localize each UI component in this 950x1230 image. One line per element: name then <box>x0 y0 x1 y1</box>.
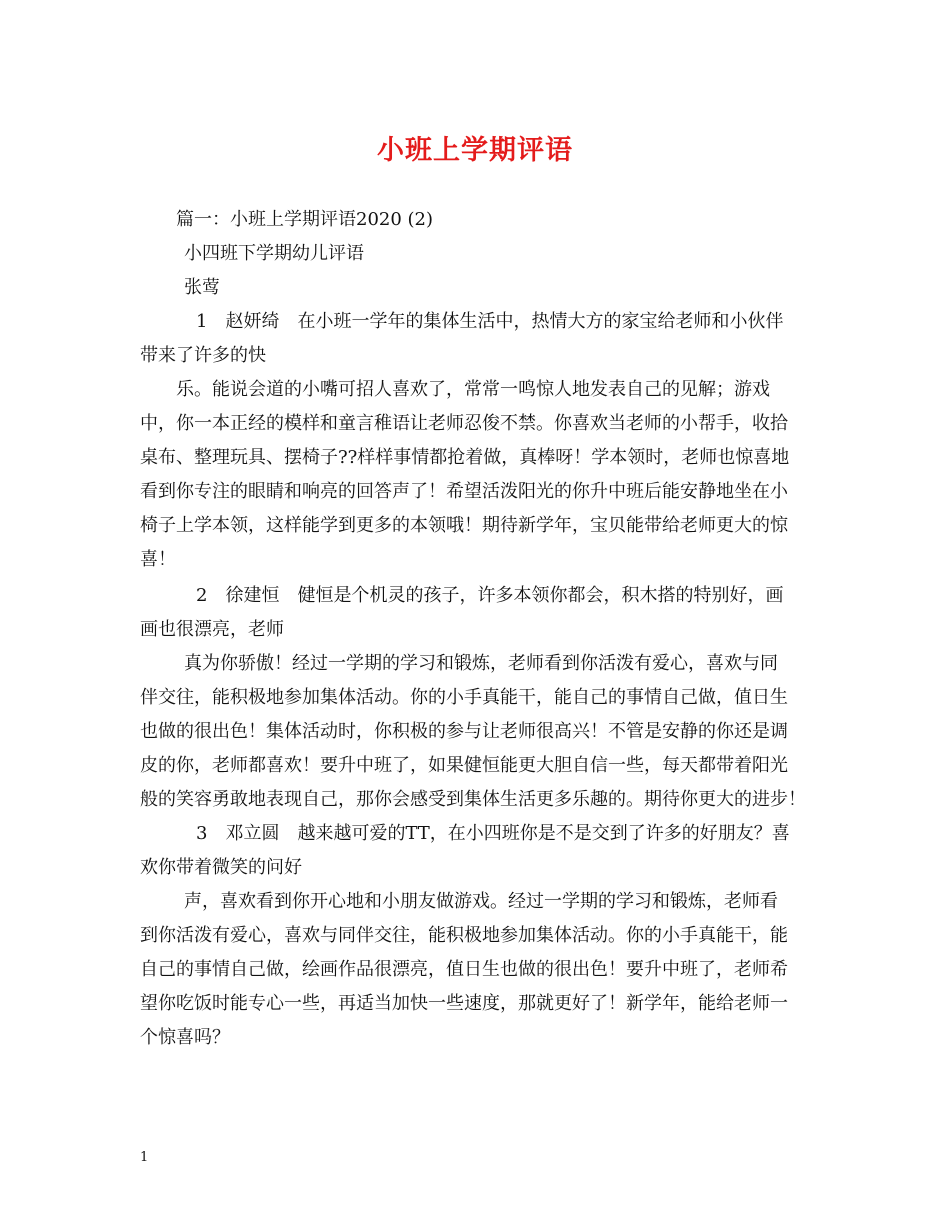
text-line: 喜！ <box>140 549 176 570</box>
text-line: 椅子上学本领，这样能学到更多的本领哦！期待新学年，宝贝能带给老师更大的惊 <box>140 515 788 536</box>
text-line: 个惊喜吗？ <box>140 1027 230 1048</box>
document-title: 小班上学期评语 <box>377 135 573 166</box>
text-line: 3 邓立圆 越来越可爱的TT，在小四班你是不是交到了许多的好朋友？喜 <box>196 823 790 844</box>
text-line: 小四班下学期幼儿评语 <box>184 243 364 264</box>
text-line: 也做的很出色！集体活动时，你积极的参与让老师很高兴！不管是安静的你还是调 <box>140 721 788 742</box>
text-line: 看到你专注的眼睛和响亮的回答声了！希望活泼阳光的你升中班后能安静地坐在小 <box>140 481 788 502</box>
text-line: 般的笑容勇敢地表现自己，那你会感受到集体生活更多乐趣的。期待你更大的进步！ <box>140 789 806 810</box>
text-line: 声，喜欢看到你开心地和小朋友做游戏。经过一学期的学习和锻炼，老师看 <box>184 891 778 912</box>
text-line: 自己的事情自己做，绘画作品很漂亮，值日生也做的很出色！要升中班了，老师希 <box>140 959 788 980</box>
text-line: 1 赵妍绮 在小班一学年的集体生活中，热情大方的家宝给老师和小伙伴 <box>196 311 784 332</box>
text-line: 中，你一本正经的模样和童言稚语让老师忍俊不禁。你喜欢当老师的小帮手，收拾 <box>140 413 788 434</box>
text-line: 欢你带着微笑的问好 <box>140 857 302 878</box>
text-line: 张莺 <box>184 277 220 298</box>
text-line: 真为你骄傲！经过一学期的学习和锻炼，老师看到你活泼有爱心，喜欢与同 <box>184 653 778 674</box>
text-line: 带来了许多的快 <box>140 345 266 366</box>
text-line: 画也很漂亮，老师 <box>140 619 284 640</box>
text-line: 伴交往，能积极地参加集体活动。你的小手真能干，能自己的事情自己做，值日生 <box>140 687 788 708</box>
text-line: 乐。能说会道的小嘴可招人喜欢了，常常一鸣惊人地发表自己的见解；游戏 <box>176 379 770 400</box>
text-line: 篇一：小班上学期评语2020 (2) <box>176 209 434 230</box>
text-line: 到你活泼有爱心，喜欢与同伴交往，能积极地参加集体活动。你的小手真能干，能 <box>140 925 788 946</box>
text-line: 望你吃饭时能专心一些，再适当加快一些速度，那就更好了！新学年，能给老师一 <box>140 993 788 1014</box>
text-line: 2 徐建恒 健恒是个机灵的孩子，许多本领你都会，积木搭的特别好，画 <box>196 585 784 606</box>
text-line: 桌布、整理玩具、摆椅子??样样事情都抢着做，真棒呀！学本领时，老师也惊喜地 <box>140 447 790 468</box>
page-number: 1 <box>140 1150 149 1165</box>
text-line: 皮的你，老师都喜欢！要升中班了，如果健恒能更大胆自信一些，每天都带着阳光 <box>140 755 788 776</box>
